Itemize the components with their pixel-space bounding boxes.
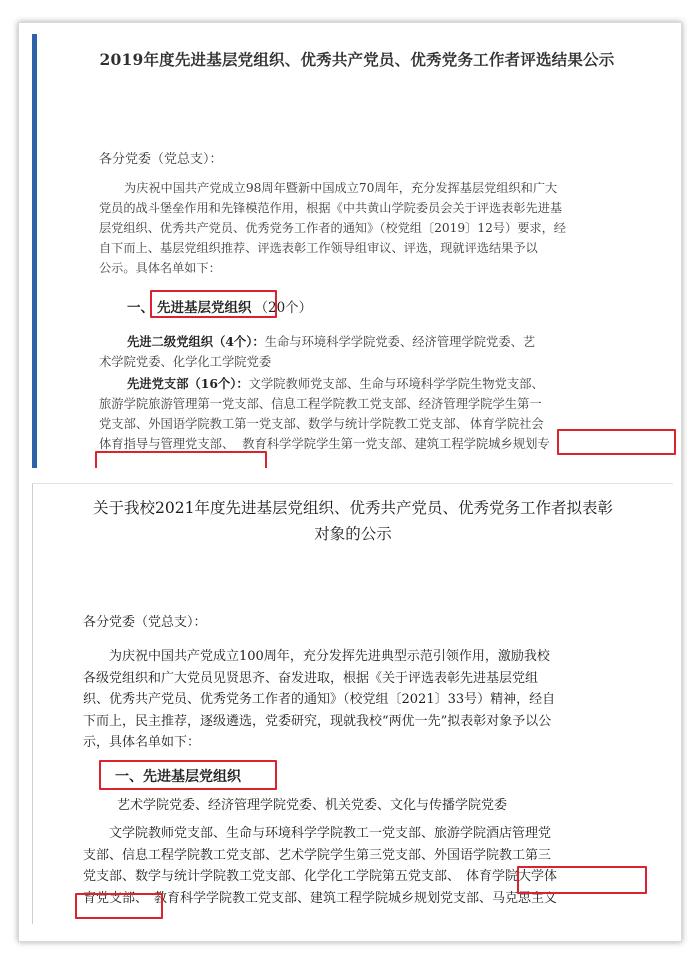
doc1-intro-line: 党员的战斗堡垒作用和先锋模范作用，根据《中共黄山学院委员会关于评选表彰先进基: [99, 201, 563, 215]
doc1-section-prefix: 一、: [127, 300, 154, 316]
document-2021-notice: [32, 483, 673, 924]
highlight-box: [150, 290, 277, 318]
doc2-branch-highlight-b: 育党支部、: [83, 890, 149, 906]
doc2-intro-line: 示，具体名单如下：: [83, 735, 201, 750]
doc1-salutation: 各分党委（党总支）：: [99, 152, 223, 167]
doc2-branch-line: 教育科学学院教工党支部、建筑工程学院城乡规划党支部、马克思主义: [154, 890, 558, 906]
doc1-branch-line: 旅游学院旅游管理第一党支部、信息工程学院教工党支部、经济管理学院学生第一: [99, 397, 542, 411]
doc2-salutation: 各分党委（党总支）：: [83, 615, 207, 630]
doc1-intro-line: 公示。具体名单如下：: [99, 261, 221, 275]
highlight-box: [75, 890, 163, 919]
doc2-branch-highlight-a: 体育学院大学体: [466, 869, 558, 884]
doc1-intro-line: 层党组织、优秀共产党员、优秀党务工作者的通知》（校党组〔2019〕12号）要求，经: [99, 221, 566, 235]
doc2-title-line: 关于我校2021年度先进基层党组织、优秀共产党员、优秀党务工作者拟表彰: [93, 499, 613, 517]
doc2-intro-line: 为庆祝中国共产党成立100周年，充分发挥先进典型示范引领作用，激励我校: [109, 649, 550, 664]
document-2019-notice: [32, 34, 677, 468]
doc2-section-title: 一、先进基层党组织: [115, 769, 241, 785]
highlight-box: [517, 866, 647, 894]
doc1-second-level: [99, 332, 667, 372]
doc1-intro: [99, 178, 659, 278]
highlight-box: [99, 760, 277, 790]
doc2-intro-line: 下而上，民主推荐，逐级遴选，党委研究，现就我校“两优一先”拟表彰对象予以公: [83, 713, 552, 729]
doc1-branch-line: 党支部、外国语学院教工第一党支部、数学与统计学院教工党支部、: [99, 417, 468, 431]
highlight-box: [557, 429, 676, 455]
doc1-branch-line: 教育科学学院学生第一党支部、建筑工程学院城乡规划专: [242, 437, 550, 451]
doc1-branch-line: 文学院教师党支部、生命与环境科学学院生物党支部、: [248, 377, 544, 391]
doc1-second-level-line: 生命与环境科学学院党委、经济管理学院党委、艺: [264, 335, 536, 349]
doc1-section-title: 先进基层党组织: [157, 300, 252, 316]
doc1-branch-label: 先进党支部（16个）：: [127, 376, 249, 391]
doc1-second-level-label: 先进二级党组织（4个）：: [127, 334, 265, 349]
doc2-intro-line: 织、优秀共产党员、优秀党务工作者的通知》（校党组〔2021〕33号）精神，经自: [83, 692, 556, 707]
doc2-intro: [83, 646, 653, 754]
doc2-title-line: 对象的公示: [314, 525, 392, 543]
doc1-intro-line: 为庆祝中国共产党成立98周年暨新中国成立70周年，充分发挥基层党组织和广大: [124, 181, 558, 195]
doc1-intro-line: 自下而上、基层党组织推荐、评选表彰工作领导组审议、评选，现就评选结果予以: [99, 241, 538, 255]
doc2-branch-line: 党支部、数学与统计学院教工党支部、化学化工学院第五党支部、: [83, 869, 461, 884]
doc1-branch-highlight-a: 体育学院社会: [469, 417, 544, 431]
doc2-branch-line: 文学院教师党支部、生命与环境科学学院教工一党支部、旅游学院酒店管理党: [109, 826, 552, 841]
doc1-title: 2019年度先进基层党组织、优秀共产党员、优秀党务工作者评选结果公示: [99, 50, 615, 69]
doc2-committees: 艺术学院党委、经济管理学院党委、机关党委、文化与传播学院党委: [117, 798, 508, 813]
highlight-box: [95, 451, 267, 468]
doc1-second-level-line: 术学院党委、化学化工学院党委: [99, 355, 272, 369]
doc1-section-count: （20个）: [254, 300, 313, 316]
doc2-branch-line: 支部、信息工程学院教工党支部、艺术学院学生第三党支部、外国语学院教工第三: [83, 847, 552, 863]
doc2-intro-line: 各级党组织和广大党员见贤思齐、奋发进取，根据《关于评选表彰先进基层党组: [83, 670, 539, 686]
doc1-branch-highlight-b: 体育指导与管理党支部、: [99, 437, 235, 451]
